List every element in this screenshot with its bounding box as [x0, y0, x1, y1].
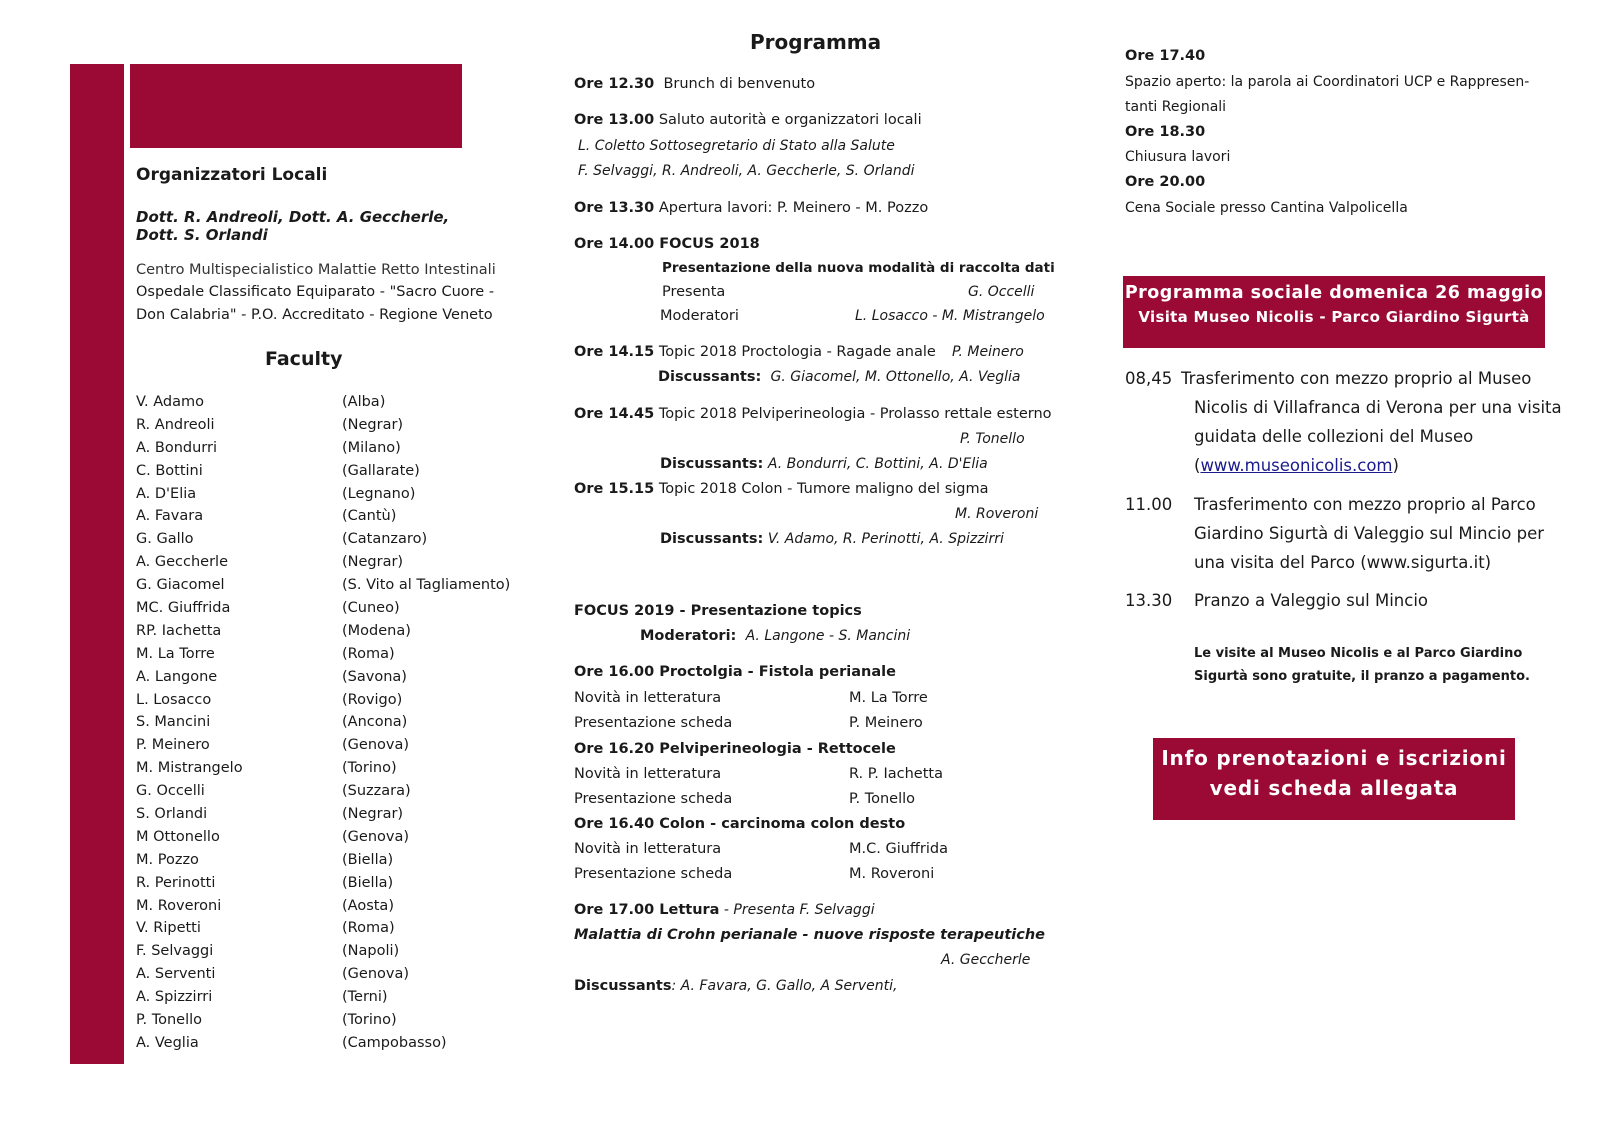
text-1330: Apertura lavori: P. Meinero - M. Pozzo — [658, 200, 929, 216]
time-2000: Ore 20.00 — [1125, 174, 1206, 190]
sociale-1-line2: Nicolis di Villafranca di Verona per una visita — [1194, 398, 1562, 417]
faculty-row — [136, 829, 536, 852]
faculty-row — [136, 600, 536, 623]
organizzatori-hospital-line1: Ospedale Classificato Equiparato - "Sacro Cuore - — [136, 284, 495, 300]
title-1600: Ore 16.00 Proctolgia - Fistola perianale — [574, 664, 896, 680]
faculty-city: (Torino) — [342, 760, 397, 777]
novita-1600-name: M. La Torre — [849, 690, 928, 706]
scheda-1600: Presentazione scheda — [574, 715, 733, 731]
organizzatori-names-line2: Dott. S. Orlandi — [136, 226, 268, 244]
time-1330: Ore 13.30 — [574, 200, 655, 216]
text-1300: Saluto autorità e organizzatori locali — [658, 112, 922, 128]
title-1640: Ore 16.40 Colon - carcinoma colon desto — [574, 816, 906, 832]
item-1230 — [574, 76, 815, 92]
disc-1700 — [574, 978, 897, 994]
speaker-1700: A. Geccherle — [941, 952, 1031, 968]
faculty-row — [136, 852, 536, 875]
time-1400: Ore 14.00 FOCUS 2018 — [574, 236, 760, 252]
faculty-name: M. La Torre — [136, 645, 215, 662]
organizzatori-names-line1: Dott. R. Andreoli, Dott. A. Geccherle, — [136, 208, 450, 226]
faculty-row — [136, 577, 536, 600]
time-1515: Ore 15.15 — [574, 481, 655, 497]
faculty-row — [136, 943, 536, 966]
sub-1300-2: F. Selvaggi, R. Andreoli, A. Geccherle, S. Orlandi — [578, 163, 915, 179]
faculty-city: (Biella) — [342, 874, 394, 891]
time-1700: Ore 17.00 Lettura — [574, 902, 720, 918]
speaker-1415: P. Meinero — [952, 344, 1024, 360]
faculty-city: (Campobasso) — [342, 1034, 447, 1051]
sociale-2-line3: una visita del Parco (www.sigurta.it) — [1194, 553, 1492, 572]
faculty-name: S. Mancini — [136, 714, 211, 731]
info-line1: Info prenotazioni e iscrizioni — [1161, 746, 1507, 770]
faculty-name: M Ottonello — [136, 828, 220, 845]
faculty-row — [136, 783, 536, 806]
faculty-city: (Cuneo) — [342, 600, 400, 617]
presenta-name: G. Occelli — [968, 284, 1035, 300]
faculty-title: Faculty — [265, 348, 343, 370]
scheda-1620-name: P. Tonello — [849, 791, 916, 807]
time-1415: Ore 14.15 — [574, 344, 655, 360]
faculty-city: (Genova) — [342, 828, 409, 845]
museonicolis-link[interactable]: www.museonicolis.com — [1200, 456, 1393, 475]
left-vertical-bar — [70, 64, 124, 1064]
time-1740: Ore 17.40 — [1125, 48, 1206, 64]
paren-open: ( — [1194, 456, 1201, 475]
sub-1300-1: L. Coletto Sottosegretario di Stato alla Salute — [578, 138, 895, 154]
faculty-name: G. Giacomel — [136, 577, 225, 594]
novita-1600: Novità in letteratura — [574, 690, 722, 706]
sociale-time-2: 11.00 — [1125, 495, 1173, 514]
item-1330 — [574, 200, 928, 216]
faculty-city: (Suzzara) — [342, 783, 411, 800]
faculty-city: (Torino) — [342, 1012, 397, 1029]
note-line1: Le visite al Museo Nicolis e al Parco Giardino — [1194, 646, 1523, 661]
faculty-row — [136, 898, 536, 921]
disc-1415-names: G. Giacomel, M. Ottonello, A. Veglia — [770, 369, 1021, 385]
presenta-1700: - Presenta F. Selvaggi — [719, 902, 875, 918]
disc-1445-names: A. Bondurri, C. Bottini, A. D'Elia — [767, 456, 988, 472]
disc-1415 — [658, 369, 1021, 385]
faculty-name: V. Ripetti — [136, 920, 201, 937]
disc-1445-label: Discussants: — [660, 456, 764, 472]
text-2000: Cena Sociale presso Cantina Valpolicella — [1125, 200, 1408, 216]
organizzatori-title: Organizzatori Locali — [136, 165, 328, 185]
item-1300 — [574, 112, 922, 128]
faculty-city: (Cantù) — [342, 508, 397, 525]
faculty-row — [136, 394, 536, 417]
time-1830: Ore 18.30 — [1125, 124, 1206, 140]
novita-1640-name: M.C. Giuffrida — [849, 841, 948, 857]
presenta-label: Presenta — [662, 284, 726, 300]
faculty-name: S. Orlandi — [136, 806, 208, 823]
faculty-name: A. Favara — [136, 508, 204, 525]
faculty-row — [136, 1035, 536, 1058]
time-1445: Ore 14.45 — [574, 406, 655, 422]
faculty-name: L. Losacco — [136, 691, 212, 708]
faculty-name: M. Roveroni — [136, 897, 222, 914]
faculty-city: (S. Vito al Tagliamento) — [342, 577, 511, 594]
programma-title: Programma — [750, 30, 882, 54]
faculty-row — [136, 440, 536, 463]
text-1415: Topic 2018 Proctologia - Ragade anale — [658, 344, 936, 360]
text-1515: Topic 2018 Colon - Tumore maligno del sigma — [658, 481, 989, 497]
faculty-city: (Gallarate) — [342, 462, 420, 479]
info-box — [1153, 738, 1515, 820]
faculty-name: RP. Iachetta — [136, 622, 222, 639]
faculty-city: (Milano) — [342, 439, 401, 456]
faculty-city: (Genova) — [342, 737, 409, 754]
faculty-name: M. Mistrangelo — [136, 760, 243, 777]
faculty-city: (Genova) — [342, 966, 409, 983]
faculty-row — [136, 463, 536, 486]
faculty-row — [136, 966, 536, 989]
faculty-row — [136, 623, 536, 646]
disc-1515-label: Discussants: — [660, 531, 764, 547]
note-line2: Sigurtà sono gratuite, il pranzo a pagamento. — [1194, 669, 1530, 684]
faculty-name: A. Bondurri — [136, 439, 217, 456]
faculty-name: P. Tonello — [136, 1012, 203, 1029]
paren-close: ) — [1392, 456, 1399, 475]
faculty-city: (Terni) — [342, 989, 388, 1006]
sociale-2-line1: Trasferimento con mezzo proprio al Parco — [1194, 495, 1536, 514]
moderatori-names: L. Losacco - M. Mistrangelo — [855, 308, 1045, 324]
info-line2: vedi scheda allegata — [1209, 776, 1459, 800]
title-1620: Ore 16.20 Pelviperineologia - Rettocele — [574, 741, 896, 757]
faculty-city: (Modena) — [342, 622, 411, 639]
faculty-row — [136, 692, 536, 715]
faculty-name: MC. Giuffrida — [136, 600, 231, 617]
faculty-name: R. Perinotti — [136, 874, 216, 891]
sociale-1-line3: guidata delle collezioni del Museo — [1194, 427, 1474, 446]
faculty-name: A. Veglia — [136, 1034, 199, 1051]
focus2019-mod-label: Moderatori: — [640, 628, 737, 644]
faculty-city: (Legnano) — [342, 485, 416, 502]
faculty-row — [136, 554, 536, 577]
faculty-row — [136, 920, 536, 943]
faculty-row — [136, 989, 536, 1012]
faculty-row — [136, 646, 536, 669]
faculty-city: (Rovigo) — [342, 691, 403, 708]
faculty-row — [136, 417, 536, 440]
scheda-1620: Presentazione scheda — [574, 791, 733, 807]
focus2019-mod-names: A. Langone - S. Mancini — [745, 628, 911, 644]
organizzatori-hospital-line2: Don Calabria" - P.O. Accreditato - Regione Veneto — [136, 307, 493, 323]
faculty-name: G. Gallo — [136, 531, 194, 548]
faculty-name: A. Serventi — [136, 966, 216, 983]
faculty-name: A. Langone — [136, 668, 218, 685]
header-banner — [130, 64, 462, 148]
faculty-name: P. Meinero — [136, 737, 210, 754]
item-1700 — [574, 902, 875, 918]
faculty-name: G. Occelli — [136, 783, 205, 800]
text-1445: Topic 2018 Pelviperineologia - Prolasso rettale esterno — [658, 406, 1052, 422]
sociale-time-1: 08,45 — [1125, 369, 1173, 388]
faculty-row — [136, 531, 536, 554]
text-1740-1: Spazio aperto: la parola ai Coordinatori UCP e Rappresen- — [1125, 74, 1530, 90]
item-1415 — [574, 344, 936, 360]
faculty-row — [136, 806, 536, 829]
item-1445 — [574, 406, 1052, 422]
faculty-name: R. Andreoli — [136, 416, 215, 433]
speaker-1515: M. Roveroni — [955, 506, 1039, 522]
disc-1415-label: Discussants: — [658, 369, 762, 385]
disc-1700-names: : A. Favara, G. Gallo, A Serventi, — [671, 978, 898, 994]
faculty-city: (Roma) — [342, 920, 395, 937]
faculty-city: (Aosta) — [342, 897, 394, 914]
sociale-1-line4 — [1194, 451, 1399, 480]
novita-1620-name: R. P. Iachetta — [849, 766, 943, 782]
item-1515 — [574, 481, 989, 497]
faculty-row — [136, 760, 536, 783]
time-1300: Ore 13.00 — [574, 112, 655, 128]
organizzatori-centre: Centro Multispecialistico Malattie Retto Intestinali — [136, 262, 496, 278]
text-1830: Chiusura lavori — [1125, 149, 1231, 165]
sociale-1-line1: Trasferimento con mezzo proprio al Museo — [1181, 369, 1532, 388]
faculty-city: (Negrar) — [342, 554, 404, 571]
scheda-1640: Presentazione scheda — [574, 866, 733, 882]
focus2019-title: FOCUS 2019 - Presentazione topics — [574, 603, 862, 619]
time-1230: Ore 12.30 — [574, 76, 655, 92]
sociale-3-line1: Pranzo a Valeggio sul Mincio — [1194, 591, 1429, 610]
speaker-1445: P. Tonello — [960, 431, 1025, 447]
faculty-list — [136, 394, 536, 1058]
faculty-city: (Catanzaro) — [342, 531, 428, 548]
focus2019-moderatori — [640, 628, 910, 644]
sociale-subtitle: Visita Museo Nicolis - Parco Giardino Sigurtà — [1138, 308, 1530, 326]
disc-1445 — [660, 456, 988, 472]
faculty-city: (Negrar) — [342, 806, 404, 823]
faculty-row — [136, 486, 536, 509]
text-1230: Brunch di benvenuto — [663, 76, 816, 92]
faculty-row — [136, 737, 536, 760]
programma-sociale-box — [1123, 276, 1545, 348]
scheda-1640-name: M. Roveroni — [849, 866, 935, 882]
faculty-name: M. Pozzo — [136, 851, 199, 868]
disc-1700-label: Discussants — [574, 978, 672, 994]
faculty-city: (Ancona) — [342, 714, 408, 731]
faculty-city: (Napoli) — [342, 943, 400, 960]
sociale-time-3: 13.30 — [1125, 591, 1173, 610]
faculty-row — [136, 508, 536, 531]
lettura-title: Malattia di Crohn perianale - nuove risposte terapeutiche — [574, 927, 1045, 943]
sociale-2-line2: Giardino Sigurtà di Valeggio sul Mincio per — [1194, 524, 1545, 543]
sub-1400: Presentazione della nuova modalità di raccolta dati — [662, 260, 1055, 276]
faculty-row — [136, 669, 536, 692]
organizzatori-names — [136, 208, 449, 244]
faculty-name: A. Spizzirri — [136, 989, 213, 1006]
faculty-name: C. Bottini — [136, 462, 203, 479]
faculty-city: (Biella) — [342, 851, 394, 868]
faculty-row — [136, 1012, 536, 1035]
faculty-city: (Savona) — [342, 668, 407, 685]
faculty-name: A. Geccherle — [136, 554, 229, 571]
disc-1515 — [660, 531, 1004, 547]
text-1740-2: tanti Regionali — [1125, 99, 1227, 115]
faculty-name: V. Adamo — [136, 394, 205, 410]
moderatori-label: Moderatori — [660, 308, 739, 324]
scheda-1600-name: P. Meinero — [849, 715, 923, 731]
novita-1640: Novità in letteratura — [574, 841, 722, 857]
faculty-row — [136, 714, 536, 737]
novita-1620: Novità in letteratura — [574, 766, 722, 782]
faculty-name: F. Selvaggi — [136, 943, 214, 960]
faculty-city: (Alba) — [342, 394, 386, 410]
faculty-name: A. D'Elia — [136, 485, 197, 502]
sociale-title: Programma sociale domenica 26 maggio — [1124, 283, 1544, 303]
faculty-row — [136, 875, 536, 898]
disc-1515-names: V. Adamo, R. Perinotti, A. Spizzirri — [767, 531, 1004, 547]
faculty-city: (Roma) — [342, 645, 395, 662]
faculty-city: (Negrar) — [342, 416, 404, 433]
